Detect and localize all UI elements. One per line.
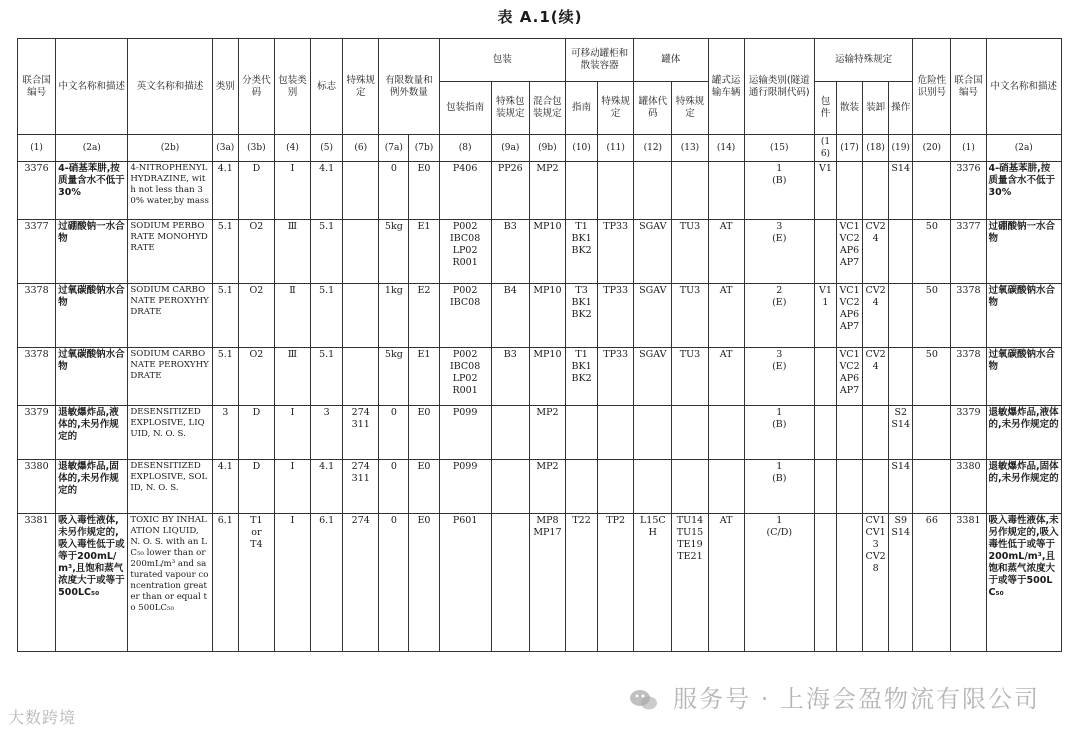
header-cls: 类别: [212, 39, 238, 135]
cell-t10: T1 BK1 BK2: [566, 348, 598, 406]
table-title: 表 A.1(续): [497, 8, 583, 26]
column-number: (20): [913, 135, 951, 162]
cell-h20: 50: [913, 220, 951, 284]
watermark: [629, 679, 1040, 714]
cell-p9a: [491, 460, 529, 514]
dangerous-goods-table: [17, 38, 1062, 652]
header-pack: 包装: [439, 39, 565, 82]
cell-p8: P002 IBC08 LP02 R001: [439, 220, 491, 284]
cell-sp: [343, 348, 379, 406]
cell-pg: I: [274, 162, 310, 220]
cell-en: 4-NITROPHENYLHYDRAZINE, with not less than 30% water,by mass: [128, 162, 212, 220]
header-tank-port: 可移动罐柜和散装容器: [566, 39, 634, 82]
cell-tr15: 1 (B): [744, 460, 814, 514]
cell-un2: 3380: [951, 460, 986, 514]
column-number: (17): [836, 135, 862, 162]
column-number: (14): [708, 135, 744, 162]
cell-t12: SGAV: [634, 348, 672, 406]
column-number: (2a): [986, 135, 1061, 162]
cell-en: TOXIC BY INHALATION LIQUID, N. O. S. with an LC₅₀ lower than or 200mL/m³ and saturated vapour concentration greater than or equal to 500LC₅₀: [128, 514, 212, 652]
cell-label: 5.1: [311, 220, 343, 284]
cell-s16: [814, 220, 836, 284]
cell-t11: TP2: [598, 514, 634, 652]
cell-v14: [708, 406, 744, 460]
cell-pg: Ⅲ: [274, 348, 310, 406]
cell-t11: [598, 162, 634, 220]
cell-s16: [814, 348, 836, 406]
cell-un2: 3381: [951, 514, 986, 652]
header-en: 英文名称和描述: [128, 39, 212, 135]
cell-lim7a: 0: [379, 460, 409, 514]
cell-zh2: 过氧碳酸钠水合物: [986, 284, 1061, 348]
cell-p9a: [491, 406, 529, 460]
column-number: (1): [951, 135, 986, 162]
cell-lim7b: E0: [409, 460, 439, 514]
header-label: 标志: [311, 39, 343, 135]
cell-t12: [634, 406, 672, 460]
column-number: (8): [439, 135, 491, 162]
header-pack-inst: 包装指南: [439, 82, 491, 135]
cell-sp: [343, 162, 379, 220]
header-un: 联合国编号: [18, 39, 56, 135]
cell-h20: [913, 406, 951, 460]
cell-lim7a: 5kg: [379, 220, 409, 284]
cell-t11: [598, 406, 634, 460]
cell-code: O2: [238, 220, 274, 284]
header-s-load: 装卸: [863, 82, 889, 135]
cell-s18: CV24: [863, 284, 889, 348]
cell-zh2: 退敏爆炸品,液体的,未另作规定的: [986, 406, 1061, 460]
cell-t13: TU3: [672, 284, 708, 348]
cell-code: O2: [238, 284, 274, 348]
cell-s18: CV1 CV13 CV28: [863, 514, 889, 652]
table-row: [18, 514, 1062, 652]
cell-en: SODIUM CARBONATE PEROXYHYDRATE: [128, 348, 212, 406]
watermark-text: 服务号 · 上海会盈物流有限公司: [673, 685, 1040, 713]
cell-zh2: 吸入毒性液体,未另作规定的,吸入毒性低于或等于200mL/m³,且饱和蒸气浓度大于或等于500LC₅₀: [986, 514, 1061, 652]
cell-tr15: 1 (C/D): [744, 514, 814, 652]
cell-t13: TU3: [672, 348, 708, 406]
cell-tr15: 3 (E): [744, 348, 814, 406]
cell-lim7b: E0: [409, 162, 439, 220]
cell-lim7a: 0: [379, 162, 409, 220]
cell-p9a: PP26: [491, 162, 529, 220]
cell-lim7b: E2: [409, 284, 439, 348]
cell-label: 6.1: [311, 514, 343, 652]
cell-h20: [913, 162, 951, 220]
column-number: (3b): [238, 135, 274, 162]
table-row: [18, 406, 1062, 460]
cell-s19: [889, 284, 913, 348]
cell-s19: S14: [889, 460, 913, 514]
cell-cls: 5.1: [212, 284, 238, 348]
cell-un: 3378: [18, 348, 56, 406]
header-vehicle: 罐式运输车辆: [708, 39, 744, 135]
column-number: (4): [274, 135, 310, 162]
cell-un: 3377: [18, 220, 56, 284]
header-tank: 罐体: [634, 39, 708, 82]
cell-p8: P099: [439, 460, 491, 514]
table-row: [18, 162, 1062, 220]
cell-zh: 4-硝基苯肼,按质量含水不低于30%: [56, 162, 128, 220]
cell-s17: [836, 460, 862, 514]
cell-t12: [634, 460, 672, 514]
cell-cls: 5.1: [212, 348, 238, 406]
cell-zh: 退敏爆炸品,液体的,未另作规定的: [56, 406, 128, 460]
column-number: (12): [634, 135, 672, 162]
cell-sp: 274 311: [343, 406, 379, 460]
cell-p9b: MP8 MP17: [529, 514, 565, 652]
cell-s16: V1: [814, 162, 836, 220]
cell-s18: [863, 460, 889, 514]
cell-un2: 3377: [951, 220, 986, 284]
column-number: (13): [672, 135, 708, 162]
cell-zh2: 过氧碳酸钠水合物: [986, 348, 1061, 406]
cell-p9a: B4: [491, 284, 529, 348]
column-number: (19): [889, 135, 913, 162]
cell-s17: VC1 VC2 AP6 AP7: [836, 284, 862, 348]
cell-sp: 274 311: [343, 460, 379, 514]
cell-un: 3379: [18, 406, 56, 460]
column-number: (10): [566, 135, 598, 162]
cell-t12: SGAV: [634, 220, 672, 284]
header-transport: 运输类别(隧道通行限制代码): [744, 39, 814, 135]
cell-un2: 3378: [951, 284, 986, 348]
cell-lim7b: E0: [409, 514, 439, 652]
cell-v14: [708, 162, 744, 220]
cell-label: 5.1: [311, 284, 343, 348]
cell-label: 4.1: [311, 162, 343, 220]
cell-h20: 50: [913, 284, 951, 348]
cell-pg: I: [274, 406, 310, 460]
cell-zh2: 过硼酸钠一水合物: [986, 220, 1061, 284]
cell-lim7a: 1kg: [379, 284, 409, 348]
dangerous-goods-table-wrapper: [17, 38, 1062, 652]
cell-lim7a: 0: [379, 406, 409, 460]
cell-un: 3381: [18, 514, 56, 652]
cell-v14: AT: [708, 220, 744, 284]
cell-t13: [672, 406, 708, 460]
cell-lim7b: E1: [409, 220, 439, 284]
cell-label: 5.1: [311, 348, 343, 406]
cell-s17: VC1 VC2 AP6 AP7: [836, 348, 862, 406]
cell-t13: [672, 460, 708, 514]
header-special: 运输特殊规定: [814, 39, 912, 82]
cell-lim7b: E1: [409, 348, 439, 406]
column-number: (6): [343, 135, 379, 162]
cell-t13: [672, 162, 708, 220]
cell-t12: SGAV: [634, 284, 672, 348]
cell-tr15: 3 (E): [744, 220, 814, 284]
cell-lim7a: 5kg: [379, 348, 409, 406]
cell-zh2: 4-硝基苯肼,按质量含水不低于30%: [986, 162, 1061, 220]
cell-en: DESENSITIZED EXPLOSIVE, LIQUID, N. O. S.: [128, 406, 212, 460]
cell-zh: 吸入毒性液体,未另作规定的,吸入毒性低于或等于200mL/m³,且饱和蒸气浓度大于或等于500LC₅₀: [56, 514, 128, 652]
cell-zh2: 退敏爆炸品,固体的,未另作规定的: [986, 460, 1061, 514]
header-code: 分类代码: [238, 39, 274, 135]
cell-v14: [708, 460, 744, 514]
cell-zh: 过氧碳酸钠水合物: [56, 348, 128, 406]
cell-un2: 3376: [951, 162, 986, 220]
cell-en: SODIUM PERBORATE MONOHYDRATE: [128, 220, 212, 284]
cell-p8: P406: [439, 162, 491, 220]
cell-pg: Ⅱ: [274, 284, 310, 348]
column-number: (2a): [56, 135, 128, 162]
cell-en: SODIUM CARBONATE PEROXYHYDRATE: [128, 284, 212, 348]
cell-v14: AT: [708, 514, 744, 652]
header-zh2: 中文名称和描述: [986, 39, 1061, 135]
cell-p9b: MP2: [529, 406, 565, 460]
cell-cls: 5.1: [212, 220, 238, 284]
cell-p8: P002 IBC08 LP02 R001: [439, 348, 491, 406]
cell-t11: [598, 460, 634, 514]
column-number: (7a): [379, 135, 409, 162]
cell-p9a: B3: [491, 348, 529, 406]
cell-t12: [634, 162, 672, 220]
cell-t10: T1 BK1 BK2: [566, 220, 598, 284]
header-mix: 混合包装规定: [529, 82, 565, 135]
column-number: (9a): [491, 135, 529, 162]
header-pack-sp: 特殊包装规定: [491, 82, 529, 135]
cell-un2: 3379: [951, 406, 986, 460]
cell-s16: V11: [814, 284, 836, 348]
header-zh: 中文名称和描述: [56, 39, 128, 135]
header-tank-guide: 指南: [566, 82, 598, 135]
cell-s17: [836, 406, 862, 460]
cell-label: 3: [311, 406, 343, 460]
cell-zh: 过硼酸钠一水合物: [56, 220, 128, 284]
column-number: (18): [863, 135, 889, 162]
header-tank-sp: 特殊规定: [598, 82, 634, 135]
cell-s18: [863, 406, 889, 460]
cell-en: DESENSITIZED EXPLOSIVE, SOLID, N. O. S.: [128, 460, 212, 514]
header-s-pkg: 包件: [814, 82, 836, 135]
cell-un: 3376: [18, 162, 56, 220]
cell-p9b: MP2: [529, 162, 565, 220]
header-pg: 包装类别: [274, 39, 310, 135]
cell-zh: 退敏爆炸品,固体的,未另作规定的: [56, 460, 128, 514]
cell-t10: [566, 460, 598, 514]
cell-sp: 274: [343, 514, 379, 652]
cell-t10: [566, 162, 598, 220]
cell-lim7b: E0: [409, 406, 439, 460]
column-number: (5): [311, 135, 343, 162]
cell-code: O2: [238, 348, 274, 406]
cell-s16: [814, 460, 836, 514]
cell-pg: I: [274, 460, 310, 514]
cell-h20: [913, 460, 951, 514]
cell-code: T1 or T4: [238, 514, 274, 652]
cell-tr15: 2 (E): [744, 284, 814, 348]
cell-s18: CV24: [863, 220, 889, 284]
cell-p9b: MP10: [529, 284, 565, 348]
header-row-1: [18, 39, 1062, 82]
cell-tr15: 1 (B): [744, 406, 814, 460]
cell-s19: [889, 220, 913, 284]
cell-s19: S14: [889, 162, 913, 220]
cell-t13: TU3: [672, 220, 708, 284]
cell-p8: P601: [439, 514, 491, 652]
cell-v14: AT: [708, 348, 744, 406]
cell-v14: AT: [708, 284, 744, 348]
cell-h20: 50: [913, 348, 951, 406]
cell-s17: [836, 162, 862, 220]
cell-pg: Ⅲ: [274, 220, 310, 284]
cell-p8: P002 IBC08: [439, 284, 491, 348]
cell-un2: 3378: [951, 348, 986, 406]
header-hazard: 危险性识别号: [913, 39, 951, 135]
cell-cls: 4.1: [212, 162, 238, 220]
header-s-bulk: 散装: [836, 82, 862, 135]
cell-p9b: MP10: [529, 348, 565, 406]
column-number: (2b): [128, 135, 212, 162]
header-tank-code: 罐体代码: [634, 82, 672, 135]
cell-code: D: [238, 406, 274, 460]
cell-p9b: MP10: [529, 220, 565, 284]
column-number: (9b): [529, 135, 565, 162]
cell-p8: P099: [439, 406, 491, 460]
cell-zh: 过氧碳酸钠水合物: [56, 284, 128, 348]
cell-cls: 3: [212, 406, 238, 460]
wechat-icon: [629, 688, 659, 712]
cell-t11: TP33: [598, 348, 634, 406]
column-number: (7b): [409, 135, 439, 162]
cell-t10: T22: [566, 514, 598, 652]
column-number: (15): [744, 135, 814, 162]
cell-t13: TU14 TU15 TE19 TE21: [672, 514, 708, 652]
column-number: (1): [18, 135, 56, 162]
brand-mark: [8, 705, 76, 728]
cell-un: 3378: [18, 284, 56, 348]
cell-t12: L15CH: [634, 514, 672, 652]
table-body: [18, 162, 1062, 652]
cell-p9a: [491, 514, 529, 652]
cell-s18: CV24: [863, 348, 889, 406]
cell-t10: T3 BK1 BK2: [566, 284, 598, 348]
header-s-op: 操作: [889, 82, 913, 135]
cell-un: 3380: [18, 460, 56, 514]
cell-cls: 4.1: [212, 460, 238, 514]
cell-tr15: 1 (B): [744, 162, 814, 220]
cell-lim7a: 0: [379, 514, 409, 652]
table-row: [18, 220, 1062, 284]
cell-cls: 6.1: [212, 514, 238, 652]
table-row: [18, 348, 1062, 406]
cell-s16: [814, 514, 836, 652]
cell-t11: TP33: [598, 284, 634, 348]
header-tank-sp2: 特殊规定: [672, 82, 708, 135]
cell-t10: [566, 406, 598, 460]
header-un2: 联合国编号: [951, 39, 986, 135]
cell-p9a: B3: [491, 220, 529, 284]
cell-pg: I: [274, 514, 310, 652]
cell-s17: [836, 514, 862, 652]
column-number: (3a): [212, 135, 238, 162]
cell-h20: 66: [913, 514, 951, 652]
cell-s19: S2 S14: [889, 406, 913, 460]
column-number: (16): [814, 135, 836, 162]
cell-s16: [814, 406, 836, 460]
cell-s19: [889, 348, 913, 406]
cell-t11: TP33: [598, 220, 634, 284]
cell-sp: [343, 284, 379, 348]
cell-code: D: [238, 162, 274, 220]
cell-s18: [863, 162, 889, 220]
header-sp: 特殊规定: [343, 39, 379, 135]
cell-s17: VC1 VC2 AP6 AP7: [836, 220, 862, 284]
header-lim: 有限数量和例外数量: [379, 39, 439, 135]
cell-s19: S9 S14: [889, 514, 913, 652]
cell-p9b: MP2: [529, 460, 565, 514]
table-row: [18, 460, 1062, 514]
cell-sp: [343, 220, 379, 284]
brand-text: 大数跨境: [8, 708, 77, 727]
column-number: (11): [598, 135, 634, 162]
table-row: [18, 284, 1062, 348]
column-number-row: [18, 135, 1062, 162]
cell-label: 4.1: [311, 460, 343, 514]
cell-code: D: [238, 460, 274, 514]
